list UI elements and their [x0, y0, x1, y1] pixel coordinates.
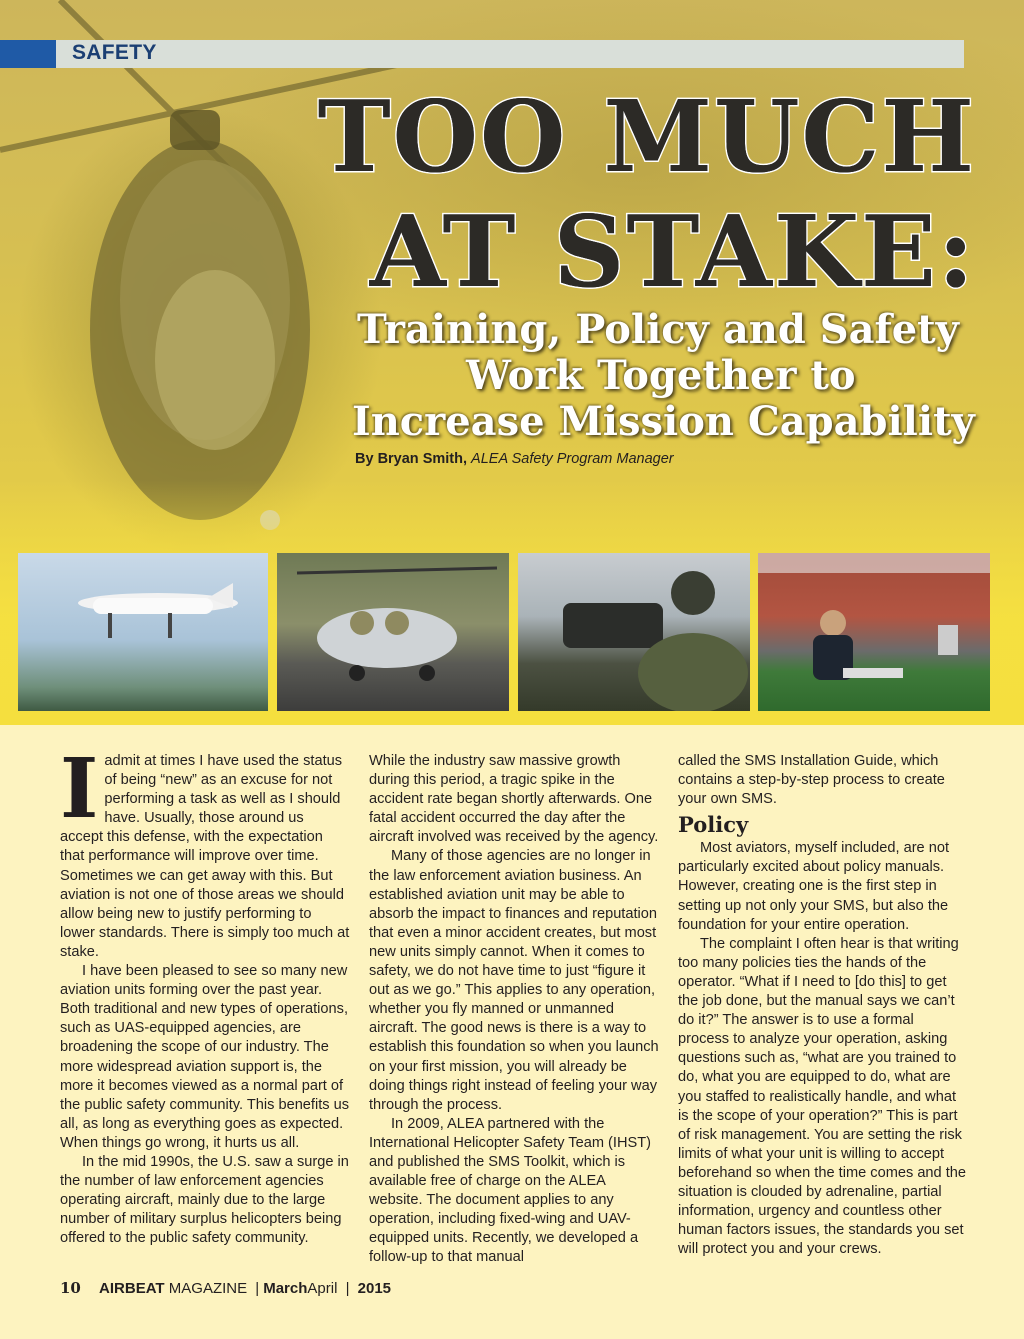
footer-month-1: March [263, 1280, 308, 1297]
paragraph: In 2009, ALEA partnered with the International Helicopter Safety Team (IHST) and published the SMS Toolkit, which is available free of charge on the ALEA website. The document applies to any operation, including fixed-wing and UAV-equipped units. Recently, we developed a follow-up to that manual [369, 1115, 651, 1266]
footer-separator: | [345, 1280, 350, 1297]
headline-line-1: TOO MUCH [317, 80, 976, 195]
byline-role: ALEA Safety Program Manager [471, 451, 674, 467]
paragraph: called the SMS Installation Guide, which contains a step-by-step process to create your own SMS. [678, 753, 945, 808]
section-label: SAFETY [72, 41, 157, 64]
page-footer [60, 1279, 391, 1297]
footer-magazine: MAGAZINE [168, 1280, 248, 1297]
paragraph: I have been pleased to see so many new aviation units forming over the past year. Both traditional and new types of operations, such as UAS-equipped agencies, are broadening the scope of our industry. The more widespread aviation support is, the more it becomes viewed as a normal part of the public safety community. This benefits us all, as long as everything goes as expected. When things go wrong, it hurts us all. [60, 963, 350, 1151]
footer-year: 2015 [357, 1280, 392, 1297]
subtitle-line-3: Increase Mission Capability [352, 398, 975, 445]
police-gyroplane-photo [277, 553, 509, 711]
byline-author: By Bryan Smith, [355, 451, 467, 467]
paragraph: Many of those agencies are no longer in the law enforcement aviation business. An established aviation unit may be able to absorb the impact to finances and reputation that even a minor accident creates, but most new units simply cannot. When it comes to safety, we do not have time to just “figure it out as we go.” This applies to any operation, whether you fly manned or unmanned aircraft. The good news is there is a way to establish this foundation so when you launch on your first mission, you will already be doing things right instead of feeling your way through the process. [369, 848, 659, 1113]
helicopter-cockpit-photo [518, 553, 750, 711]
article-column-2 [369, 752, 659, 1268]
paragraph: In the mid 1990s, the U.S. saw a surge in the number of law enforcement agencies operating aircraft, mainly due to the large number of military surplus helicopters being offered to the public safety community. [60, 1153, 349, 1247]
drone-officer-photo [758, 553, 990, 711]
airplane-photo [18, 553, 268, 711]
section-accent [0, 40, 56, 68]
paragraph: While the industry saw massive growth during this period, a tragic spike in the accident rate began shortly afterwards. One fatal accident occurred the day after the aircraft involved was received by the agency. [369, 753, 659, 846]
article-column-1 [60, 741, 350, 1248]
footer-separator: | [255, 1280, 260, 1297]
byline [355, 451, 674, 467]
subtitle-line-1: Training, Policy and Safety [357, 306, 959, 353]
paragraph: The complaint I often hear is that writing too many policies ties the hands of the operator. “What if I need to [do this] to get the job done, but the manual says we can’t do it?” The answer is to use a formal process to analyze your operation, asking questions such as, “what are you trained to do, what you are equipped to do, what are you staffed to realistically handle, and what is the scope of your operation?” This is part of risk management. You are setting the risk limits of what your unit is willing to accept beforehand so when the time comes and the situation is clouded by adrenaline, partial information, urgency and countless other human factors issues, the standards you set will protect you and your crews. [678, 935, 967, 1258]
footer-brand: AIRBEAT [99, 1280, 165, 1297]
page-number: 10 [60, 1279, 81, 1297]
footer-month-2: April [307, 1280, 338, 1297]
article-column-3 [678, 752, 968, 1259]
headline-line-2: AT STAKE: [369, 195, 976, 310]
paragraph: Most aviators, myself included, are not particularly excited about policy manuals. However, creating one is the first step in setting up not only your SMS, but also the foundation for your entire operation. [678, 840, 950, 933]
paragraph: admit at times I have used the status of being “new” as an excuse for not performing a task as well as I should have. Usually, those around us accept this defense, with the expectation that performance will improve over time. Sometimes we can get away with this. But aviation is not one of those areas we should allow being new to justify performing to lower standards. There is simply too much at stake. [60, 753, 350, 960]
section-heading-policy: Policy [678, 812, 749, 838]
subtitle-line-2: Work Together to [466, 352, 856, 399]
section-bar [0, 40, 964, 68]
drop-cap: I [60, 741, 99, 837]
